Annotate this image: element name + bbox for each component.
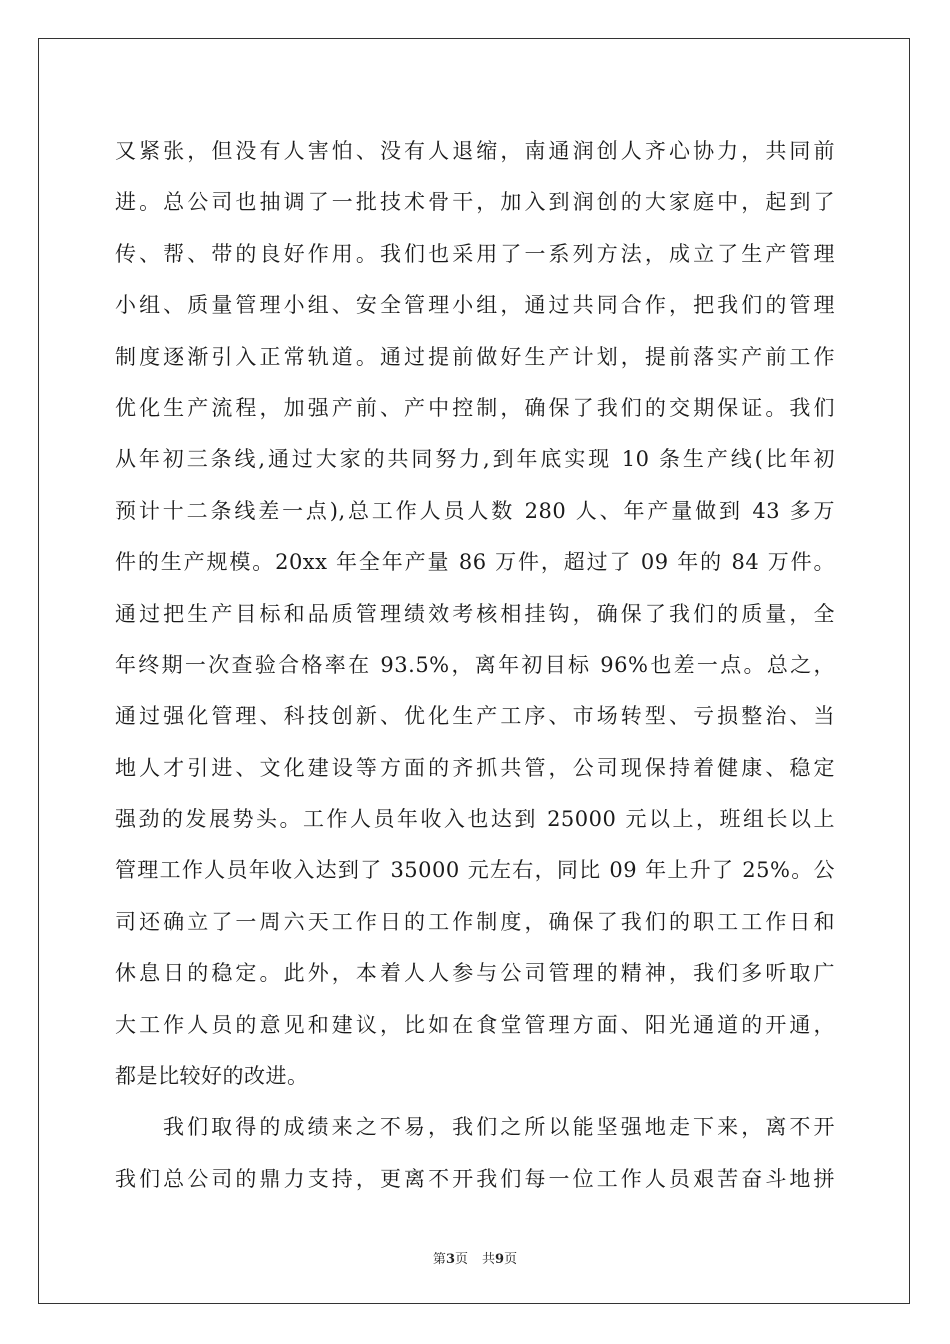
text-line: 件的生产规模。20xx 年全年产量 86 万件，超过了 09 年的 84 万件。 (115, 550, 835, 575)
text-line: 我们取得的成绩来之不易，我们之所以能坚强地走下来，离不开 (163, 1115, 835, 1140)
text-line: 通过强化管理、科技创新、优化生产工序、市场转型、亏损整治、当 (115, 704, 835, 729)
total-suffix: 页 (504, 1252, 518, 1267)
text-line: 预计十二条线差一点),总工作人员人数 280 人、年产量做到 43 多万 (115, 498, 835, 523)
page-footer (0, 1248, 950, 1267)
paragraph-2 (115, 1102, 835, 1205)
text-line: 管理工作人员年收入达到了 35000 元左右，同比 09 年上升了 25%。公 (115, 858, 835, 883)
current-page-number: 3 (445, 1252, 455, 1267)
text-line: 我们总公司的鼎力支持，更离不开我们每一位工作人员艰苦奋斗地拼 (115, 1166, 835, 1191)
text-line: 进。总公司也抽调了一批技术骨干，加入到润创的大家庭中，起到了 (115, 190, 835, 215)
text-line: 年终期一次查验合格率在 93.5%，离年初目标 96%也差一点。总之， (115, 652, 835, 677)
text-line: 司还确立了一周六天工作日的工作制度，确保了我们的职工工作日和 (115, 909, 835, 934)
document-body (115, 126, 835, 1205)
text-line: 通过把生产目标和品质管理绩效考核相挂钩，确保了我们的质量，全 (115, 601, 835, 626)
text-line: 传、帮、带的良好作用。我们也采用了一系列方法，成立了生产管理 (115, 241, 835, 266)
text-line: 休息日的稳定。此外，本着人人参与公司管理的精神，我们多听取广 (115, 961, 835, 986)
text-line: 制度逐渐引入正常轨道。通过提前做好生产计划，提前落实产前工作 (115, 344, 835, 369)
text-line: 优化生产流程，加强产前、产中控制，确保了我们的交期保证。我们 (115, 395, 835, 420)
total-pages-number: 9 (495, 1252, 505, 1267)
page-suffix: 页 (454, 1252, 468, 1267)
text-line: 又紧张，但没有人害怕、没有人退缩，南通润创人齐心协力，共同前 (115, 139, 835, 163)
text-line: 都是比较好的改进。 (115, 1064, 309, 1089)
text-line: 小组、质量管理小组、安全管理小组，通过共同合作，把我们的管理 (115, 293, 835, 318)
text-line: 大工作人员的意见和建议，比如在食堂管理方面、阳光通道的开通， (115, 1012, 835, 1037)
text-line: 地人才引进、文化建设等方面的齐抓共管，公司现保持着健康、稳定 (115, 755, 835, 780)
paragraph-1 (115, 126, 835, 1102)
page-prefix: 第 (432, 1252, 446, 1267)
text-line: 从年初三条线,通过大家的共同努力,到年底实现 10 条生产线(比年初 (115, 447, 835, 472)
total-prefix: 共 (482, 1252, 496, 1267)
text-line: 强劲的发展势头。工作人员年收入也达到 25000 元以上，班组长以上 (115, 807, 835, 832)
